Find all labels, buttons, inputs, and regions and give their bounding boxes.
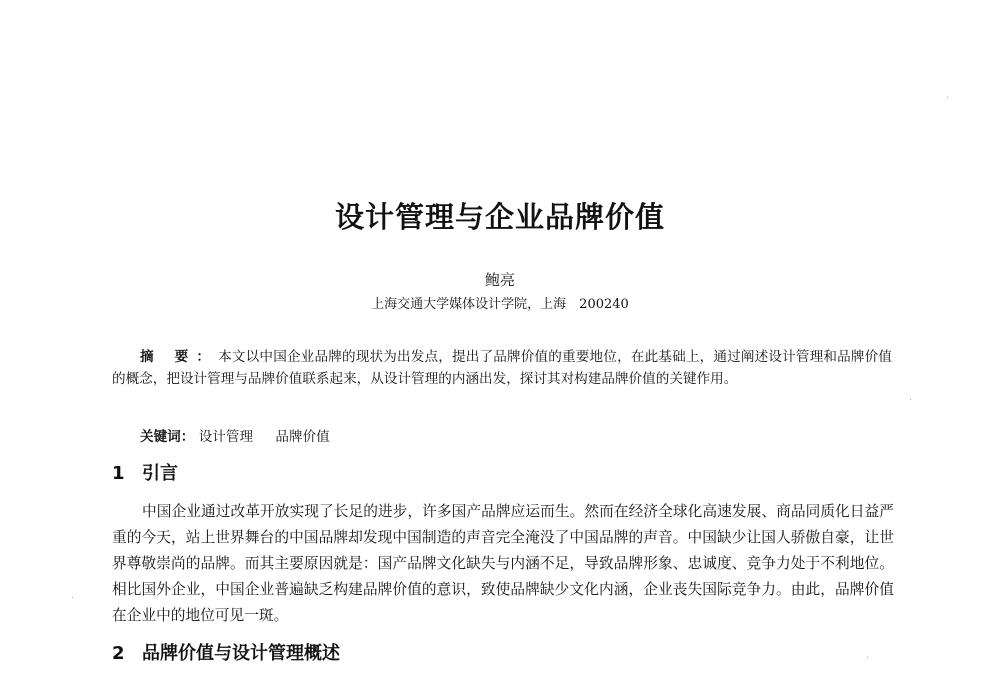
keyword-item: 设计管理: [198, 429, 254, 445]
introduction-paragraph: 中国企业通过改革开放实现了长足的进步，许多国产品牌应运而生。然而在经济全球化高速发展、商品同质化日益严重的今天，站上世界舞台的中国品牌却发现中国制造的声音完全淹没了中国品牌的声音。中国缺少让国人骄傲自豪，让世界尊敬崇尚的品牌。而其主要原因就是：国产品牌文化缺失与内涵不足，导致品牌形象、忠诚度、竞争力处于不利地位。相比国外企业，中国企业普遍缺乏构建品牌价值的意识，致使品牌缺少文化内涵，企业丧失国际竞争力。由此，品牌价值在企业中的地位可见一斑。: [112, 503, 894, 624]
section-heading-brand-value: [112, 642, 340, 666]
paper-title: 设计管理与企业品牌价值: [334, 200, 665, 234]
scan-speck: [867, 657, 868, 658]
author-affiliation: 上海交通大学媒体设计学院，上海 200240: [371, 297, 629, 312]
section-heading-introduction: [112, 462, 178, 486]
section-title: 品牌价值与设计管理概述: [142, 643, 340, 664]
abstract-label: 摘 要：: [140, 349, 219, 365]
keywords-label: 关键词：: [140, 429, 195, 445]
author-name: 鲍亮: [484, 271, 515, 289]
section-number: 2: [112, 643, 125, 664]
abstract: [112, 346, 892, 390]
keyword-item: 品牌价值: [275, 429, 330, 445]
section-title: 引言: [142, 463, 178, 484]
scan-speck: [910, 399, 911, 400]
scan-speck: [947, 97, 948, 98]
keywords: [140, 426, 900, 448]
section-number: 1: [112, 463, 125, 484]
abstract-text: 本文以中国企业品牌的现状为出发点，提出了品牌价值的重要地位，在此基础上，通过阐述设计管理和品牌价值的概念，把设计管理与品牌价值联系起来，从设计管理的内涵出发，探讨其对构建品牌价值的关键作用。: [112, 349, 893, 387]
scan-speck: [72, 597, 73, 598]
